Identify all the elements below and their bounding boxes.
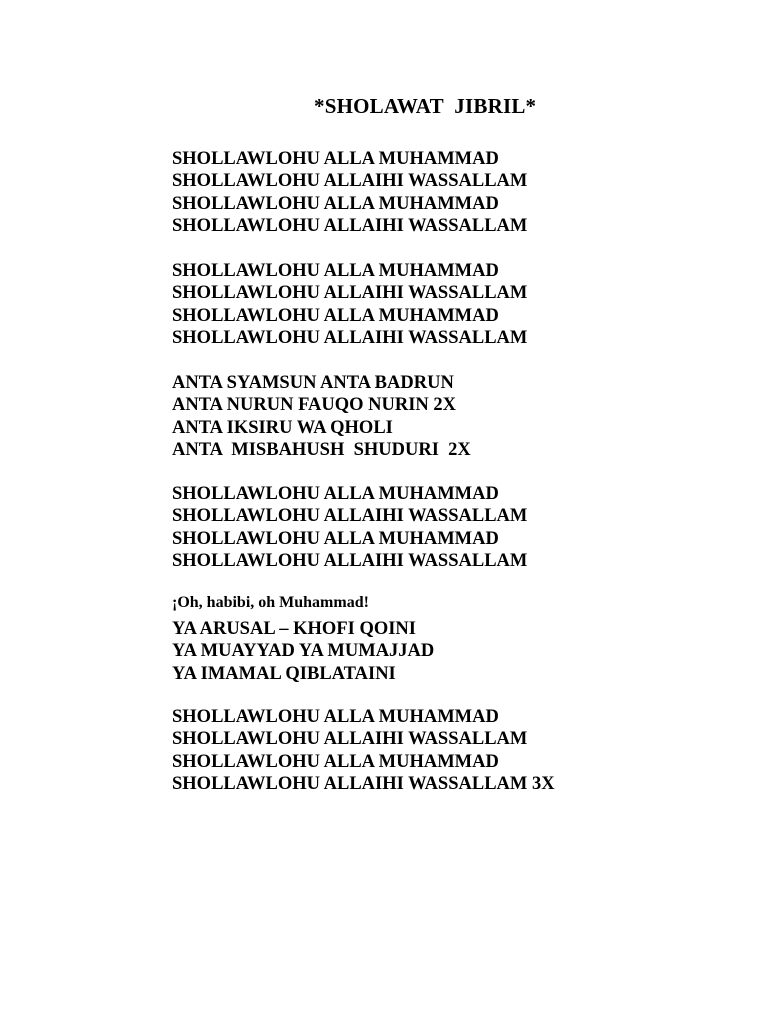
exclamation-note: ¡Oh, habibi, oh Muhammad! bbox=[172, 594, 369, 611]
lyric-line: ANTA IKSIRU WA QHOLI bbox=[172, 417, 393, 438]
lyric-line: SHOLLAWLOHU ALLAIHI WASSALLAM bbox=[172, 283, 528, 304]
lyric-line: SHOLLAWLOHU ALLAIHI WASSALLAM bbox=[172, 729, 528, 750]
lyric-line: YA ARUSAL – KHOFI QOINI bbox=[172, 619, 416, 639]
lyric-line: SHOLLAWLOHU ALLAIHI WASSALLAM 3X bbox=[172, 773, 555, 794]
lyric-line: SHOLLAWLOHU ALLA MUHAMMAD bbox=[172, 751, 499, 772]
lyric-line: SHOLLAWLOHU ALLAIHI WASSALLAM bbox=[172, 506, 528, 527]
stanza-6 bbox=[172, 706, 555, 795]
lyric-line: ANTA MISBAHUSH SHUDURI 2X bbox=[172, 439, 471, 460]
lyric-line: YA MUAYYAD YA MUMAJJAD bbox=[172, 641, 435, 662]
lyric-line: SHOLLAWLOHU ALLAIHI WASSALLAM bbox=[172, 171, 528, 192]
lyric-line: SHOLLAWLOHU ALLA MUHAMMAD bbox=[172, 261, 499, 281]
lyric-line: ANTA NURUN FAUQO NURIN 2X bbox=[172, 395, 457, 416]
lyric-line: SHOLLAWLOHU ALLA MUHAMMAD bbox=[172, 305, 499, 326]
lyric-line: SHOLLAWLOHU ALLAIHI WASSALLAM bbox=[172, 550, 528, 571]
stanza-5 bbox=[172, 618, 434, 685]
lyric-line: SHOLLAWLOHU ALLA MUHAMMAD bbox=[172, 707, 499, 727]
stanza-4 bbox=[172, 483, 527, 572]
stanza-2 bbox=[172, 260, 527, 349]
lyric-line: SHOLLAWLOHU ALLA MUHAMMAD bbox=[172, 149, 499, 169]
lyric-line: SHOLLAWLOHU ALLAIHI WASSALLAM bbox=[172, 327, 528, 348]
lyric-line: SHOLLAWLOHU ALLA MUHAMMAD bbox=[172, 193, 499, 214]
lyric-line: ANTA SYAMSUN ANTA BADRUN bbox=[172, 373, 454, 393]
lyric-line: SHOLLAWLOHU ALLA MUHAMMAD bbox=[172, 528, 499, 549]
lyric-line: SHOLLAWLOHU ALLA MUHAMMAD bbox=[172, 484, 499, 504]
lyric-line: SHOLLAWLOHU ALLAIHI WASSALLAM bbox=[172, 215, 528, 236]
page-title: *SHOLAWAT JIBRIL* bbox=[314, 94, 537, 118]
lyric-line: YA IMAMAL QIBLATAINI bbox=[172, 663, 396, 684]
stanza-3 bbox=[172, 372, 471, 461]
stanza-1 bbox=[172, 148, 527, 237]
